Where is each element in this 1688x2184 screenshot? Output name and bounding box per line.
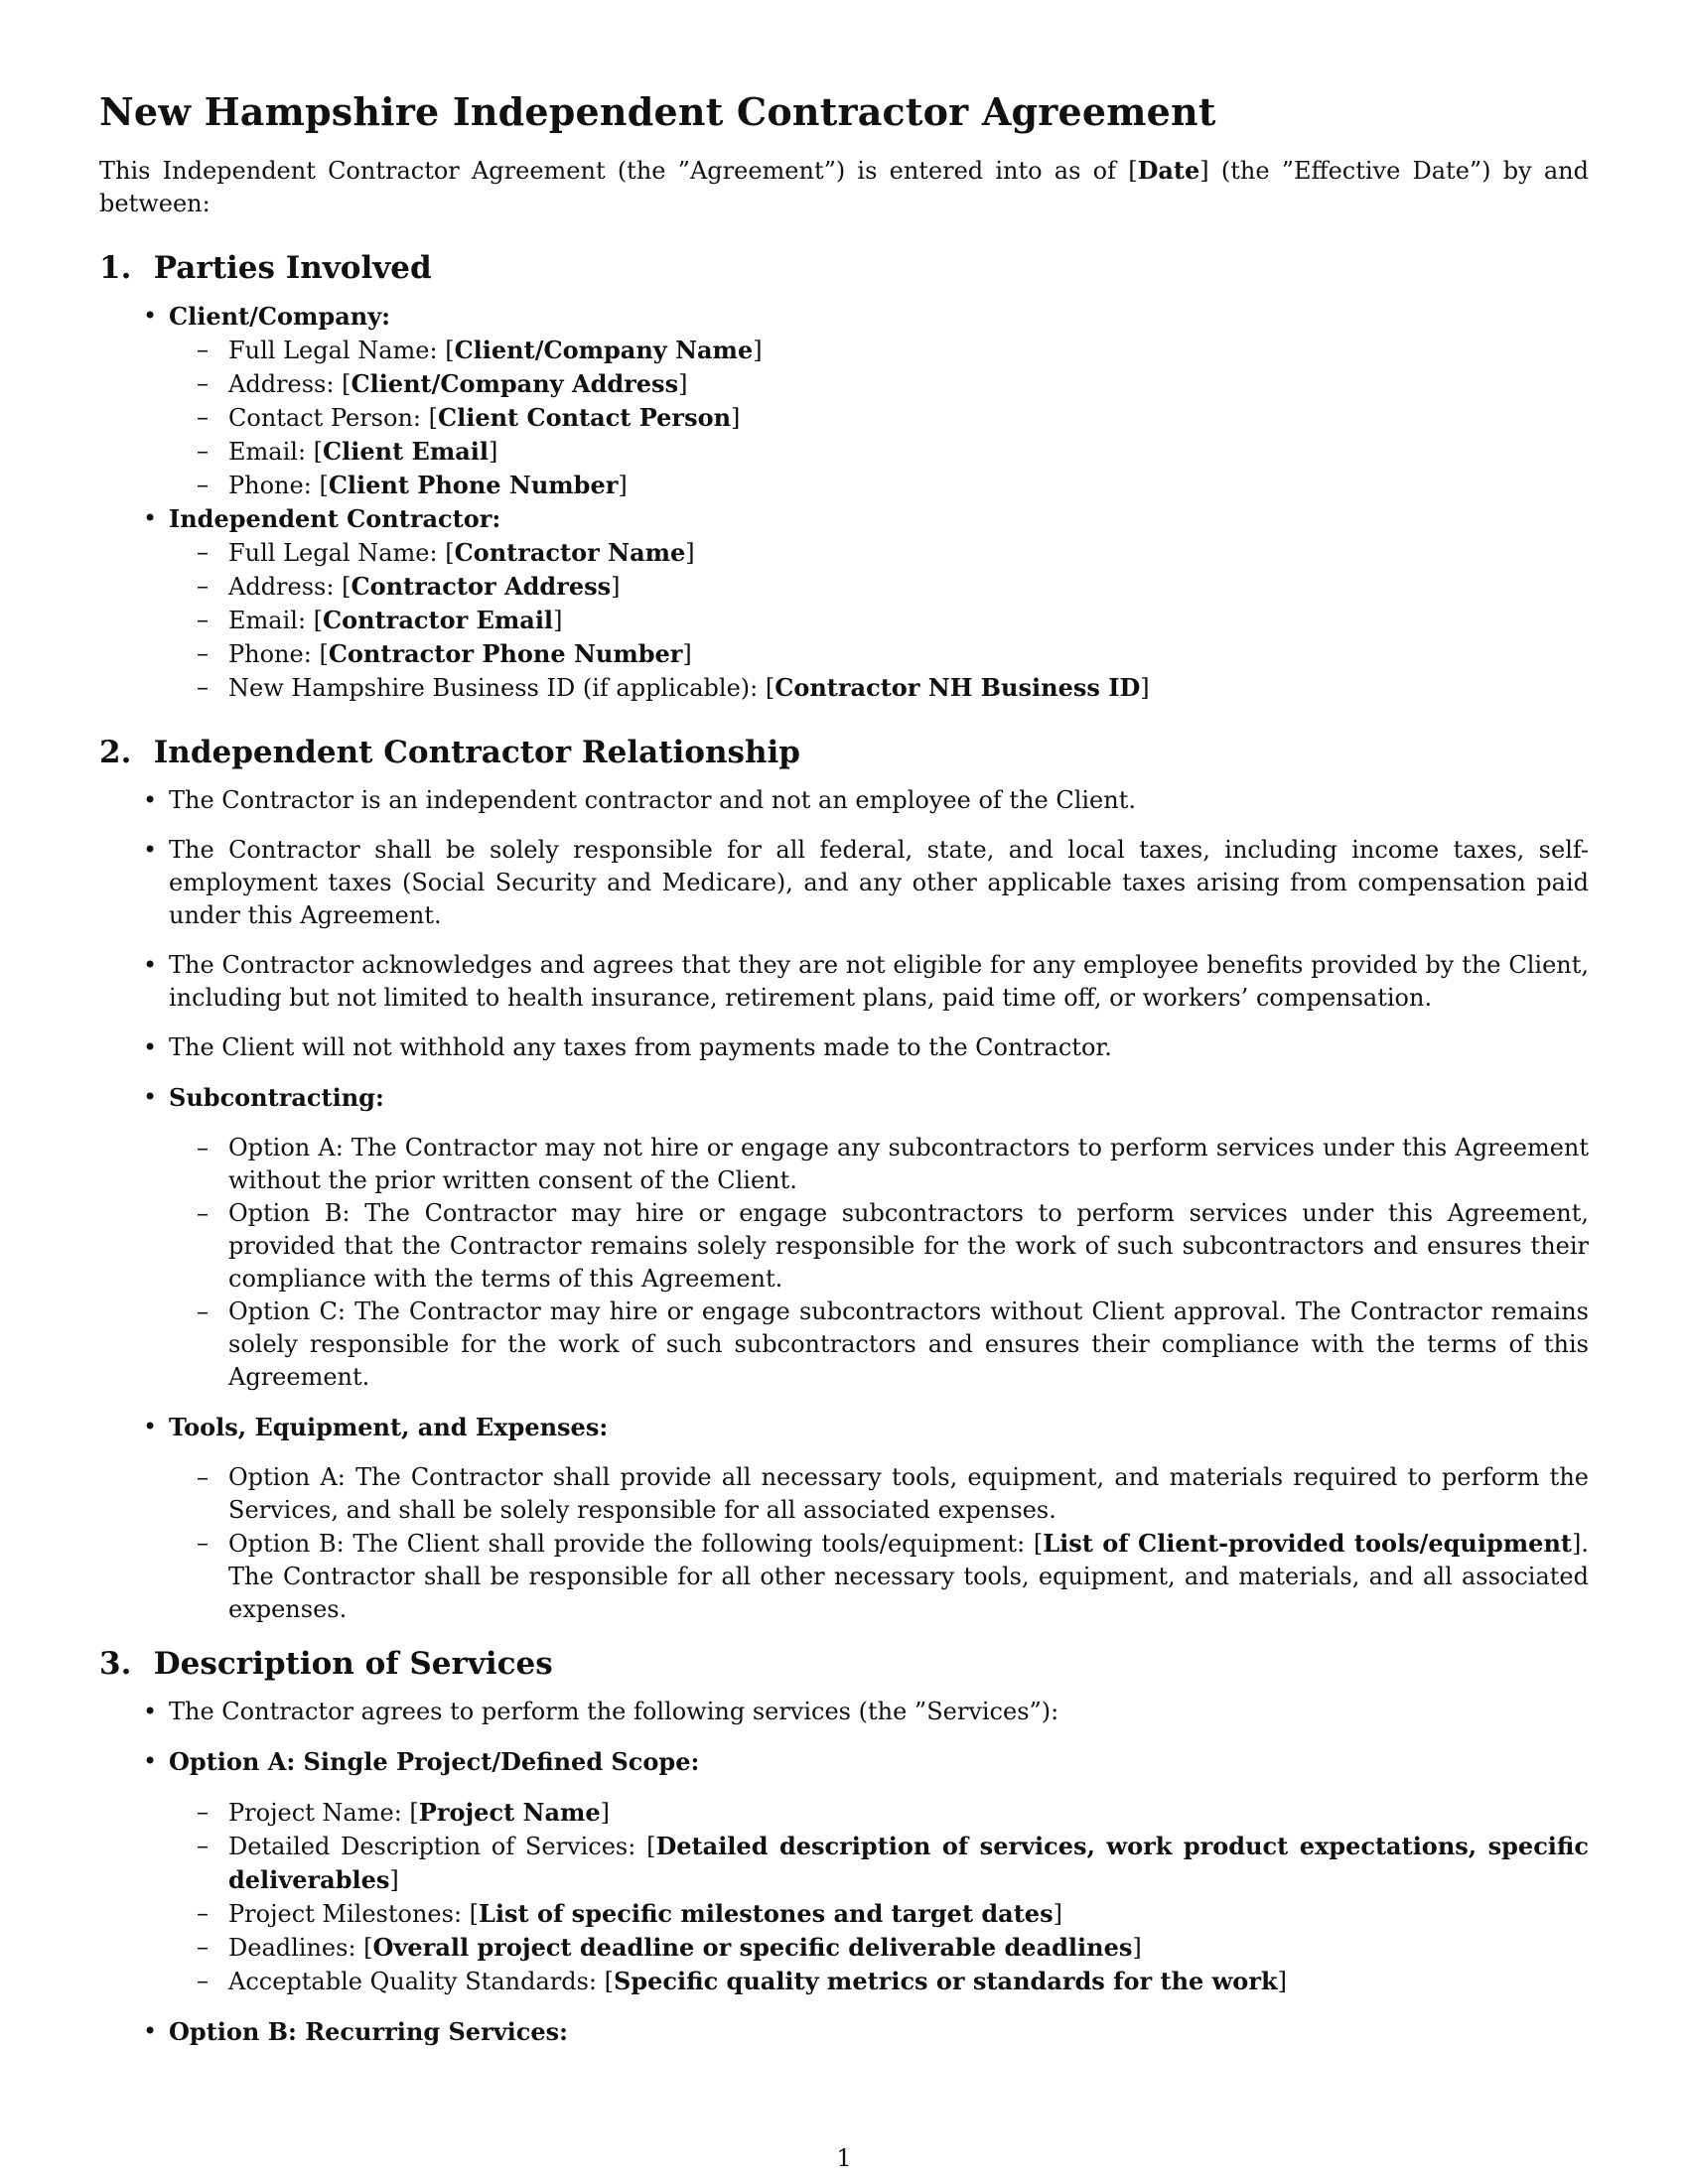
- list-item: – Contact Person: [Client Contact Person]: [228, 401, 1589, 435]
- section-3-heading: 3. Description of Services: [99, 1646, 553, 1682]
- list-item: – Option B: The Contractor may hire or engage subcontractors to perform services under this Agreement, provided that the Contractor remains solely responsible for the work of such subcontractors and ensures their compliance with the terms of this Agreement.: [228, 1197, 1589, 1296]
- list-item: – Detailed Description of Services: [Detailed description of services, work product expectations, specific deliverables]: [228, 1830, 1589, 1897]
- list-item: – Deadlines: [Overall project deadline or specific deliverable deadlines]: [228, 1931, 1589, 1965]
- document-title: New Hampshire Independent Contractor Agreement: [99, 89, 1216, 134]
- client-company-item: • Client/Company: – Full Legal Name: [Client/Company Name] – Address: [Client/Company Address] – Contact Person: [Client Contact Person] – Email: [Client Email] – Phone: [Client Phone Number]: [169, 300, 1589, 502]
- page-number: 1: [836, 2144, 852, 2172]
- list-item: – Phone: [Contractor Phone Number]: [228, 637, 1589, 671]
- relationship-list: [99, 784, 1589, 1626]
- list-item: – Email: [Contractor Email]: [228, 604, 1589, 637]
- list-item: – Address: [Client/Company Address]: [228, 367, 1589, 401]
- list-item: – Option A: The Contractor may not hire or engage any subcontractors to perform services under this Agreement without the prior written consent of the Client.: [228, 1132, 1589, 1197]
- list-item: • The Contractor agrees to perform the following services (the ”Services”):: [169, 1696, 1589, 1728]
- list-item: – Full Legal Name: [Contractor Name]: [228, 536, 1589, 570]
- list-item: – Email: [Client Email]: [228, 435, 1589, 469]
- section-2-heading: 2. Independent Contractor Relationship: [99, 735, 800, 770]
- services-list: [99, 1696, 1589, 2049]
- independent-contractor-item: • Independent Contractor: – Full Legal Name: [Contractor Name] – Address: [Contractor Address] – Email: [Contractor Email] – Phone: [Contractor Phone Number] – New Hampshire Business ID (if applicable): [Contractor NH Business ID]: [169, 502, 1589, 705]
- list-item: – New Hampshire Business ID (if applicable): [Contractor NH Business ID]: [228, 671, 1589, 705]
- intro-paragraph: This Independent Contractor Agreement (the ”Agreement”) is entered into as of [Date] (the ”Effective Date”) by and between:: [99, 156, 1589, 217]
- list-item: – Option A: The Contractor shall provide all necessary tools, equipment, and materials required to perform the Services, and shall be solely responsible for all associated expenses.: [228, 1461, 1589, 1527]
- list-item: – Option C: The Contractor may hire or engage subcontractors without Client approval. The Contractor remains solely responsible for the work of such subcontractors and ensures their compliance with the terms of this Agreement.: [228, 1296, 1589, 1394]
- option-a-fields: [169, 1796, 1589, 1998]
- list-item: – Phone: [Client Phone Number]: [228, 469, 1589, 502]
- parties-list: [99, 300, 1589, 705]
- option-a-item: • Option A: Single Project/Defined Scope: – Project Name: [Project Name] – Detailed Description of Services: [Detailed description of services, work product expectations, specific deliverables] – Project Milestones: [List of specific milestones and target dates] – Deadlines: [Overall project deadline or specific deliverable deadlines] – Acceptable Quality Standards: [Specific quality metrics or standards for the work]: [169, 1745, 1589, 1998]
- list-item: – Full Legal Name: [Client/Company Name]: [228, 334, 1589, 367]
- date-placeholder: Date: [1137, 156, 1200, 185]
- section-1-heading: 1. Parties Involved: [99, 250, 432, 286]
- subcontracting-item: • Subcontracting: – Option A: The Contractor may not hire or engage any subcontractors to perform services under this Agreement without the prior written consent of the Client. – Option B: The Contractor may hire or engage subcontractors to perform services under this Agreement, provided that the Contractor remains solely responsible for the work of such subcontractors and ensures their compliance with the terms of this Agreement. – Option C: The Contractor may hire or engage subcontractors without Client approval. The Contractor remains solely responsible for the work of such subcontractors and ensures their compliance with the terms of this Agreement.: [169, 1081, 1589, 1394]
- list-item: – Option B: The Client shall provide the following tools/equipment: [List of Client-provided tools/equipment]. The Contractor shall be responsible for all other necessary tools, equipment, and materials, and all associated expenses.: [228, 1527, 1589, 1626]
- list-item: – Project Name: [Project Name]: [228, 1796, 1589, 1830]
- list-item: • The Contractor is an independent contractor and not an employee of the Client.: [169, 784, 1589, 817]
- subcontracting-options: [169, 1132, 1589, 1394]
- client-fields: [169, 334, 1589, 502]
- contractor-fields: [169, 536, 1589, 705]
- list-item: – Address: [Contractor Address]: [228, 570, 1589, 604]
- list-item: – Acceptable Quality Standards: [Specific quality metrics or standards for the work]: [228, 1965, 1589, 1998]
- option-b-item: • Option B: Recurring Services:: [169, 2015, 1589, 2049]
- tools-options: [169, 1461, 1589, 1626]
- list-item: • The Contractor shall be solely responsible for all federal, state, and local taxes, including income taxes, self-employment taxes (Social Security and Medicare), and any other applicable taxes arising from compensation paid under this Agreement.: [169, 834, 1589, 932]
- document-page: [99, 77, 1589, 2066]
- list-item: • The Client will not withhold any taxes from payments made to the Contractor.: [169, 1031, 1589, 1064]
- tools-equipment-item: • Tools, Equipment, and Expenses: – Option A: The Contractor shall provide all necessary tools, equipment, and materials required to perform the Services, and shall be solely responsible for all associated expenses. – Option B: The Client shall provide the following tools/equipment: [List of Client-provided tools/equipment]. The Contractor shall be responsible for all other necessary tools, equipment, and materials, and all associated expenses.: [169, 1411, 1589, 1626]
- list-item: • The Contractor acknowledges and agrees that they are not eligible for any employee benefits provided by the Client, including but not limited to health insurance, retirement plans, paid time off, or workers’ compensation.: [169, 949, 1589, 1015]
- list-item: – Project Milestones: [List of specific milestones and target dates]: [228, 1897, 1589, 1931]
